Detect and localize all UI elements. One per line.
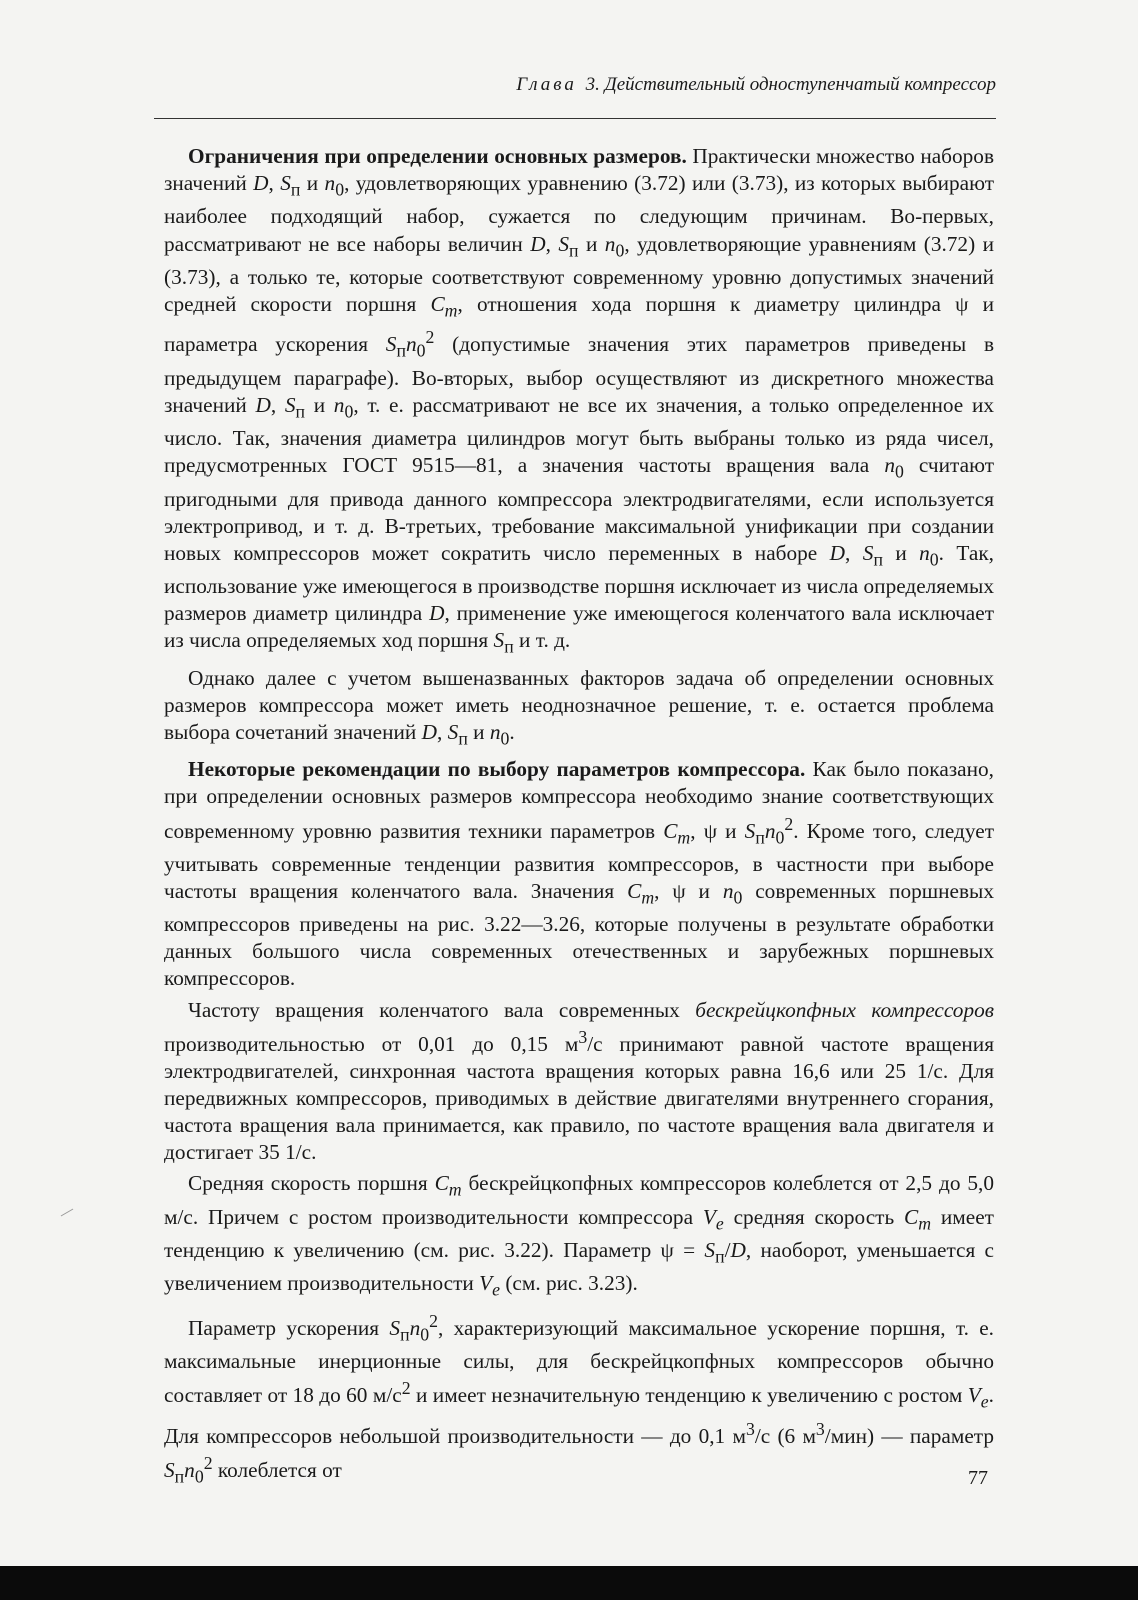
paragraph-text: Параметр ускорения $S_пn_0^2$, характеризующий максимальное ускорение поршня, т. е. максимальные инерционные силы, для бескрейцкопфных компрессоров обычно составляет от 18 до 60 $м/с^2$ и имеет незначительную тенденцию к увеличению с ростом $V_e$. Для компрессоров небольшой производительности — до 0,1 $м^3/с$ (6 $м^3/мин$) — параметр $S_пn_0^2$ колеблется от (164, 1310, 995, 1487)
header-rule (154, 118, 996, 119)
paragraph-text: Практически множество наборов значений D, $S_п$ и $n_0$, удовлетворяющих уравнению (3.72) или (3.73), из которых выбирают наиболее подходящий набор, сужается по следующим причинам. Во-первых, рассматривают не все наборы величин D, $S_п$ и $n_0$, удовлетворяющие уравнениям (3.72) и (3.73), а только те, которые соответствуют современному уровню допустимых значений средней скорости поршня $C_m$, отношения хода поршня к диаметру цилиндра ψ и параметра ускорения $S_пn_0^2$ (допустимые значения этих параметров приведены в предыдущем параграфе). Во-вторых, выбор осуществляют из дискретного множества значений D, $S_п$ и $n_0$, т. е. рассматривают не все их значения, а только определенное их число. Так, значения диаметра цилиндров могут быть выбраны только из ряда чисел, предусмотренных ГОСТ 9515—81, а значения частоты вращения вала $n_0$ считают пригодными для привода данного компрессора электродвигателями, если используется электропривод, и т. д. В-третьих, требование максимальной унификации при создании новых компрессоров может сократить число переменных в наборе D, $S_п$ и $n_0$. Так, использование уже имеющегося в производстве поршня исключает из числа определяемых размеров диаметр цилиндра D, применение уже имеющегося коленчатого вала исключает из числа определяемых ход поршня $S_п$ и т. д. (164, 144, 995, 657)
scan-edge (0, 1566, 1138, 1600)
paragraph-text: Частоту вращения коленчатого вала современных бескрейцкопфных компрессоров производительностью от 0,01 до 0,15 $м^3/с$ принимают равной частоте вращения электродвигателей, синхронная частота вращения которых равна 16,6 или 25 1/с. Для передвижных компрессоров, приводимых в действие двигателями внутреннего сгорания, частота вращения вала принимается, как правило, по частоте вращения вала двигателя и достигает 35 1/с. (164, 997, 994, 1165)
paragraph (164, 756, 994, 992)
paragraph-text: Однако далее с учетом вышеназванных факторов задача об определении основных размеров компрессора может иметь неоднозначное решение, т. е. остается проблема выбора сочетаний значений D, $S_п$ и $n_0$. (164, 665, 994, 749)
paragraph (164, 1170, 994, 1303)
scan-mark (61, 1209, 74, 1217)
paragraph (164, 665, 994, 753)
paragraph-heading: Некоторые рекомендации по выбору параметров компрессора. (188, 757, 806, 782)
body-text (164, 143, 994, 1494)
paragraph-text: Как было показано, при определении основных размеров компрессора необходимо знание соответствующих современному уровню развития техники параметров $C_m$, ψ и $S_пn_0^2$. Кроме того, следует учитывать современные тенденции развития компрессоров, в частности при выборе частоты вращения коленчатого вала. Значения $C_m$, ψ и $n_0$ современных поршневых компрессоров приведены на рис. 3.22—3.26, которые получены в результате обработки данных большого числа современных отечественных и зарубежных поршневых компрессоров. (164, 757, 995, 991)
running-header (160, 74, 996, 96)
paragraph-text: Средняя скорость поршня $C_m$ бескрейцкопфных компрессоров колеблется от 2,5 до 5,0 м/с. Причем с ростом производительности компрессора $V_e$ средняя скорость $C_m$ имеет тенденцию к увеличению (см. рис. 3.22). Параметр $\psi = S_п/D$, наоборот, уменьшается с увеличением производительности $V_e$ (см. рис. 3.23). (164, 1171, 995, 1300)
paragraph-heading: Ограничения при определении основных размеров. (188, 144, 687, 168)
paragraph (164, 143, 994, 661)
paragraph (164, 1308, 994, 1491)
chapter-title: 3. Действительный одноступенчатый компрессор (585, 74, 996, 95)
paragraph (164, 997, 994, 1167)
page-number: 77 (968, 1467, 988, 1489)
chapter-label: Глава (516, 74, 577, 95)
